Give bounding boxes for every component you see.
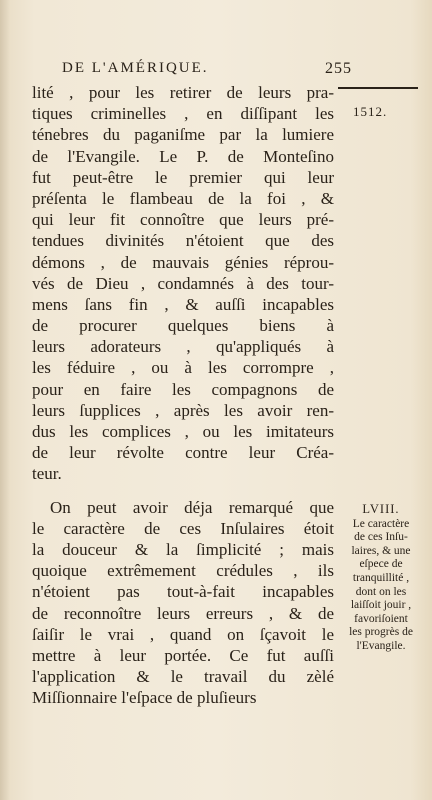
margin-year: 1512.: [353, 104, 388, 119]
text-line: teur.: [32, 464, 62, 484]
text-line: pour en faire les compagnons de: [32, 379, 334, 399]
text-line: fut peut-être le premier qui leur: [32, 167, 334, 187]
text-line: quoique extrêmement crédules , ils: [32, 561, 334, 581]
margin-note-line: tranquillité ,: [352, 571, 410, 584]
text-line: le caractère de ces Inſulaires étoit: [32, 518, 334, 538]
text-line: démons , de mauvais génies réprou-: [32, 252, 334, 272]
text-line: de procurer quelques biens à: [32, 316, 334, 336]
margin-note-line: de ces Inſu-: [354, 531, 408, 544]
text-line: vés de Dieu , condamnés à des tour-: [32, 273, 334, 293]
margin-note-line: les progrès de: [349, 626, 413, 639]
text-line: mens ſans fin , & auſſi incapables: [32, 294, 334, 314]
page-number: 255: [325, 60, 352, 77]
margin-note-line: laires, & une: [351, 544, 411, 557]
text-line: n'étoient pas tout-à-fait incapables: [32, 582, 334, 602]
text-line: de reconnoître leurs erreurs , & de: [32, 603, 334, 623]
main-text-column: [32, 82, 334, 708]
margin-note-line: l'Evangile.: [356, 639, 406, 652]
paragraph-1: [32, 82, 334, 485]
running-head-title: DE L'AMÉRIQUE.: [62, 60, 209, 76]
margin-note-text: [339, 518, 423, 654]
margin-note-line: dont on les: [355, 585, 407, 598]
margin-note-line: laiſſoit jouir ,: [350, 599, 412, 612]
margin-rule: [338, 87, 418, 89]
text-line: leurs ſupplices , après les avoir ren-: [32, 400, 334, 420]
margin-note-line: eſpece de: [359, 558, 403, 571]
gutter-shadow: [0, 0, 10, 800]
text-line: tiques criminelles , en diſſipant les: [32, 104, 334, 124]
paragraph-2: [32, 497, 334, 709]
margin-note-line: favoriſoient: [354, 612, 408, 625]
text-line: qui leur fit connoître que leurs pré-: [32, 210, 334, 230]
text-line: l'application & le travail du zèlé: [32, 667, 334, 687]
text-line: lité , pour les retirer de leurs pra-: [32, 83, 334, 102]
margin-note: [339, 503, 423, 654]
text-line: tendues divinités n'étoient que des: [32, 231, 334, 251]
text-line: de leur révolte contre leur Créa-: [32, 443, 334, 463]
text-line: On peut avoir déja remarqué que: [50, 497, 334, 517]
text-line: la douceur & la ſimplicité ; mais: [32, 539, 334, 559]
text-line: préſenta le flambeau de la foi , &: [32, 188, 334, 208]
text-line: mettre à leur portée. Ce fut auſſi: [32, 645, 334, 665]
text-line: ſaiſir le vrai , quand on ſçavoit le: [32, 624, 334, 644]
text-line: ténebres du paganiſme par la lumiere: [32, 125, 334, 145]
margin-note-line: Le caractère: [352, 517, 410, 530]
text-line: Miſſionnaire l'eſpace de pluſieurs: [32, 688, 257, 708]
text-line: dus les complices , ou les imitateurs: [32, 422, 334, 441]
margin-note-number: LVIII.: [362, 502, 400, 516]
text-line: de l'Evangile. Le P. de Monteſino: [32, 146, 334, 166]
text-line: leurs adorateurs , qu'appliqués à: [32, 337, 334, 357]
text-line: les féduire , ou à les corrompre ,: [32, 358, 334, 378]
